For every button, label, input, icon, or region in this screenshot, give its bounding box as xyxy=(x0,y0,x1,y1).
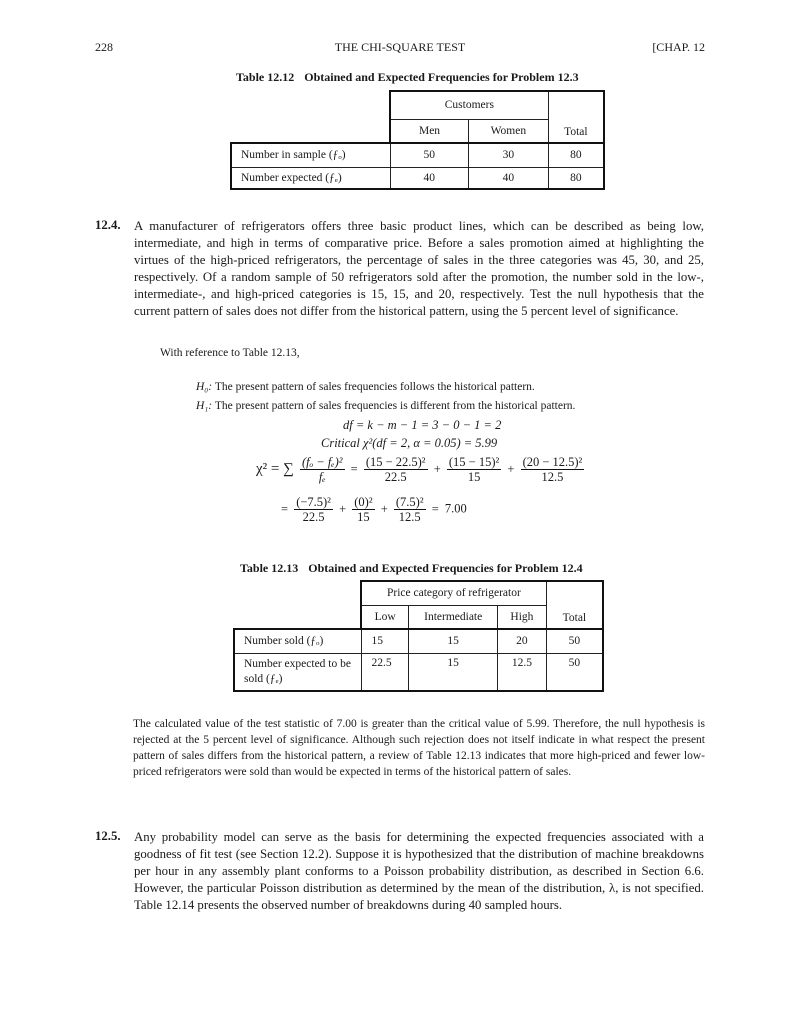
cell: 40 xyxy=(390,167,469,189)
table-12-13-caption xyxy=(240,561,583,576)
table-12-12-col-men: Men xyxy=(390,119,469,143)
cell: 80 xyxy=(548,167,604,189)
numerator: (−7.5)² xyxy=(296,495,331,509)
table-12-13-col-total: Total xyxy=(546,581,603,629)
numerator: (15 − 15)² xyxy=(448,455,500,469)
table-row xyxy=(234,629,603,653)
numerator: (15 − 22.5)² xyxy=(365,455,426,469)
numerator: (20 − 12.5)² xyxy=(522,455,583,469)
fraction xyxy=(447,455,501,484)
fraction xyxy=(521,455,585,484)
h1-text: The present pattern of sales frequencies is different from the historical pattern. xyxy=(214,400,576,412)
table-row xyxy=(231,143,604,167)
h0-label: H₀: xyxy=(196,381,213,393)
conclusion-text: The calculated value of the test statistic of 7.00 is greater than the critical value of 5.99. Therefore, the null hypothesis is rejected at the 5 percent level of significance. Although such rejection does not itself indicate in what respect the present pattern of sales differs from the historical pattern, a review of Table 12.13 indicates that more high-priced and fewer low-priced refrigerators were sold than would be expected in terms of the historical pattern of sales. xyxy=(133,718,705,778)
table-12-13-col-low: Low xyxy=(361,605,409,629)
numerator: (7.5)² xyxy=(395,495,424,509)
h1-label: H₁: xyxy=(196,400,213,412)
table-12-13 xyxy=(233,580,604,692)
cell: 50 xyxy=(546,653,603,691)
cell: 40 xyxy=(469,167,549,189)
cell: 30 xyxy=(469,143,549,167)
numerator: (0)² xyxy=(354,495,373,509)
table-row xyxy=(234,653,603,691)
denominator: 12.5 xyxy=(541,470,564,484)
table-12-12-col-total: Total xyxy=(548,91,604,143)
table-12-12-caption xyxy=(236,70,579,85)
row-label: Number in sample (ƒₒ) xyxy=(231,143,390,167)
table-12-12-col-women: Women xyxy=(469,119,549,143)
problem-12-4-text: A manufacturer of refrigerators offers three basic product lines, which can be described as being low, intermediate, and high in terms of comparative price. Before a sales promotion aimed at highlighting the virtues of the high-priced refrigerators, the percentage of sales in the three categories was 45, 30, and 25, respectively. Of a random sample of 50 refrigerators sold after the promotion, the number sold in the low-, intermediate-, and high-priced categories is 15, 15, and 20, respectively. Test the null hypothesis that the current pattern of sales does not differ from the historical pattern, using the 5 percent level of significance. xyxy=(134,219,704,318)
fraction xyxy=(352,495,374,524)
reference-line: With reference to Table 12.13, xyxy=(160,347,300,359)
fraction xyxy=(294,495,333,524)
critical-value-equation: Critical χ²(df = 2, α = 0.05) = 5.99 xyxy=(321,436,498,450)
page-number: 228 xyxy=(95,40,113,54)
denominator: 22.5 xyxy=(384,470,407,484)
h0-text: The present pattern of sales frequencies follows the historical pattern. xyxy=(214,381,535,393)
chi-square-evaluation: = $\frac{\text{(−7.5)²}}{22.5}$ + $\frac{\text{(0)²}}{15}$ + $\frac{\text{(7.5)²}}{12.5}$ = 7.00 xyxy=(281,495,467,524)
cell: 22.5 xyxy=(361,653,409,691)
cell: 80 xyxy=(548,143,604,167)
table-12-12-number: Table 12.12 xyxy=(236,70,295,84)
null-hypothesis xyxy=(196,381,535,393)
cell: 20 xyxy=(498,629,547,653)
table-12-12-group-header: Customers xyxy=(390,91,548,119)
denominator: 22.5 xyxy=(302,510,325,524)
denominator: 15 xyxy=(467,470,481,484)
df-equation: df = k − m − 1 = 3 − 0 − 1 = 2 xyxy=(343,418,502,432)
row-label: Number sold (ƒₒ) xyxy=(234,629,361,653)
denominator: 12.5 xyxy=(398,510,421,524)
cell: 12.5 xyxy=(498,653,547,691)
table-12-12 xyxy=(230,90,605,190)
numerator: (fₒ − fₑ)² xyxy=(301,455,343,469)
chi-sum-symbol: χ² = ∑ xyxy=(256,461,294,477)
problem-12-4-number: 12.4. xyxy=(95,218,121,232)
problem-12-5-text: Any probability model can serve as the basis for determining the expected frequencies associated with a goodness of fit test (see Section 12.2). Suppose it is hypothesized that the distribution of machine breakdowns per hour in any assembly plant conforms to a Poisson probability distribution, as described in Section 6.6. However, the particular Poisson distribution as determined by the mean of the distribution, λ, is not specified. Table 12.14 presents the observed number of breakdowns during 40 sampled hours. xyxy=(134,830,704,912)
cell: 15 xyxy=(361,629,409,653)
fraction xyxy=(394,495,426,524)
row-label: Number expected to be sold (ƒₑ) xyxy=(234,653,361,691)
cell: 50 xyxy=(390,143,469,167)
chi-square-formula: χ² = ∑ $\frac{\text{(fₒ − fₑ)²}}{\text{fₑ}}$ = $\frac{\text{(15 − 22.5)²}}{22.5}$ + $\frac{\text{(15 − 15)²}}{15}$ + $\frac{\text{(20 − 12.5)²}}{12.5}$ xyxy=(256,455,583,484)
running-title: THE CHI-SQUARE TEST xyxy=(334,40,466,54)
chi-square-result: 7.00 xyxy=(444,501,467,516)
denominator: fₑ xyxy=(318,470,326,484)
page-header xyxy=(95,40,705,56)
table-row xyxy=(231,167,604,189)
problem-12-5-number: 12.5. xyxy=(95,829,121,843)
denominator: 15 xyxy=(357,510,370,524)
table-12-13-title: Obtained and Expected Frequencies for Problem 12.4 xyxy=(308,561,583,575)
row-label: Number expected (ƒₑ) xyxy=(231,167,390,189)
chapter-label: [CHAP. 12 xyxy=(652,40,705,54)
table-12-12-title: Obtained and Expected Frequencies for Problem 12.3 xyxy=(304,70,579,84)
table-12-13-group-header: Price category of refrigerator xyxy=(361,581,546,605)
table-12-13-col-intermediate: Intermediate xyxy=(409,605,498,629)
cell: 15 xyxy=(409,653,498,691)
table-12-13-col-high: High xyxy=(498,605,547,629)
cell: 15 xyxy=(409,629,498,653)
cell: 50 xyxy=(546,629,603,653)
fraction xyxy=(364,455,428,484)
table-12-13-number: Table 12.13 xyxy=(240,561,299,575)
fraction xyxy=(300,455,345,484)
alt-hypothesis xyxy=(196,400,575,412)
